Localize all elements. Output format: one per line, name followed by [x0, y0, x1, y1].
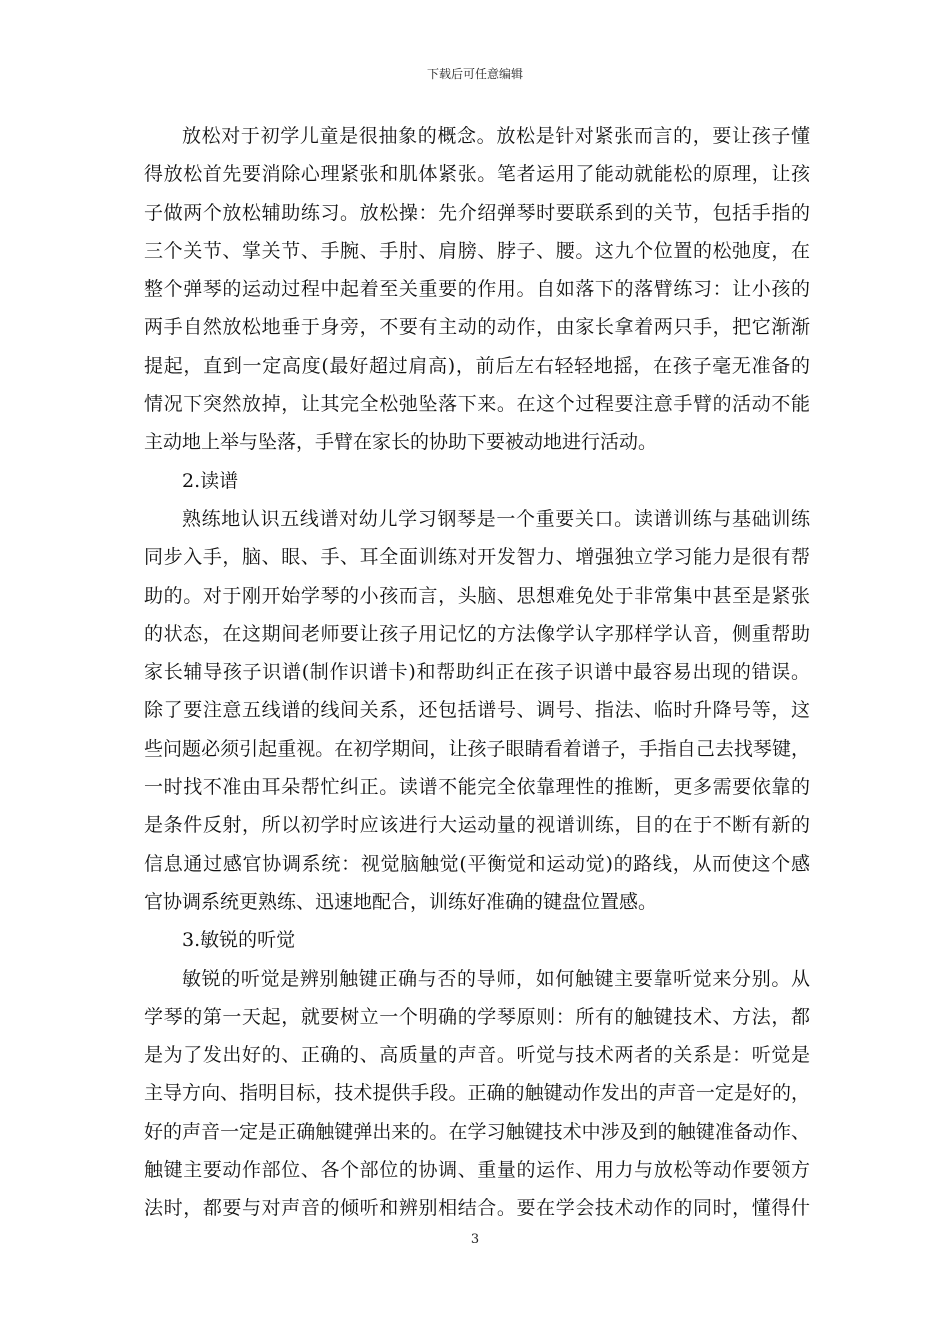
text-line: 主动地上举与坠落，手臂在家长的协助下要被动地进行活动。: [144, 431, 658, 454]
text-line: 一时找不准由耳朵帮忙纠正。读谱不能完全依靠理性的推断，更多需要依靠的: [144, 776, 810, 799]
text-line: 是为了发出好的、正确的、高质量的声音。听觉与技术两者的关系是：听觉是: [144, 1044, 810, 1067]
text-line: 的状态，在这期间老师要让孩子用记忆的方法像学认字那样学认音，侧重帮助: [144, 622, 810, 645]
text-line: 放松对于初学儿童是很抽象的概念。放松是针对紧张而言的，要让孩子懂: [182, 125, 810, 147]
text-line: 学琴的第一天起，就要树立一个明确的学琴原则：所有的触键技术、方法，都: [144, 1005, 810, 1028]
document-body: [144, 117, 810, 1228]
text-line: 官协调系统更熟练、迅速地配合，训练好准确的键盘位置感。: [144, 890, 658, 913]
page-number: 3: [470, 1232, 480, 1247]
text-line: 好的声音一定是正确触键弹出来的。在学习触键技术中涉及到的触键准备动作、: [144, 1120, 810, 1143]
text-line: 两手自然放松地垂于身旁，不要有主动的动作，由家长拿着两只手，把它渐渐: [144, 316, 810, 339]
text-line: 助的。对于刚开始学琴的小孩而言，头脑、思想难免处于非常集中甚至是紧张: [144, 584, 810, 607]
text-line: 三个关节、掌关节、手腕、手肘、肩膀、脖子、腰。这九个位置的松弛度，在: [144, 239, 810, 262]
text-line: 整个弹琴的运动过程中起着至关重要的作用。自如落下的落臂练习：让小孩的: [144, 278, 810, 301]
text-line: 家长辅导孩子识谱(制作识谱卡)和帮助纠正在孩子识谱中最容易出现的错误。: [144, 661, 810, 684]
section-heading-reading-scores: 2.读谱: [182, 469, 239, 492]
text-line: 情况下突然放掉，让其完全松弛坠落下来。在这个过程要注意手臂的活动不能: [144, 393, 810, 416]
text-line: 子做两个放松辅助练习。放松操：先介绍弹琴时要联系到的关节，包括手指的: [144, 201, 810, 224]
page-header-note: 下载后可任意编辑: [426, 67, 523, 81]
text-line: 同步入手，脑、眼、手、耳全面训练对开发智力、增强独立学习能力是很有帮: [144, 546, 810, 569]
text-line: 是条件反射，所以初学时应该进行大运动量的视谱训练，目的在于不断有新的: [144, 814, 810, 837]
text-line: 除了要注意五线谱的线间关系，还包括谱号、调号、指法、临时升降号等，这: [144, 699, 810, 722]
text-line: 法时，都要与对声音的倾听和辨别相结合。要在学会技术动作的同时，懂得什: [144, 1197, 810, 1220]
text-line: 信息通过感官协调系统：视觉脑触觉(平衡觉和运动觉)的路线，从而使这个感: [144, 852, 810, 875]
text-line: 熟练地认识五线谱对幼儿学习钢琴是一个重要关口。读谱训练与基础训练: [182, 507, 810, 530]
text-line: 敏锐的听觉是辨别触键正确与否的导师，如何触键主要靠听觉来分别。从: [182, 967, 810, 990]
text-line: 提起，直到一定高度(最好超过肩高)，前后左右轻轻地摇，在孩子毫无准备的: [144, 354, 810, 377]
text-line: 些问题必须引起重视。在初学期间，让孩子眼睛看着谱子，手指自己去找琴键，: [144, 737, 810, 760]
section-heading-keen-hearing: 3.敏锐的听觉: [182, 929, 296, 952]
text-line: 触键主要动作部位、各个部位的协调、重量的运作、用力与放松等动作要领方: [144, 1159, 810, 1182]
text-line: 主导方向、指明目标，技术提供手段。正确的触键动作发出的声音一定是好的，: [144, 1082, 810, 1105]
text-line: 得放松首先要消除心理紧张和肌体紧张。笔者运用了能动就能松的原理，让孩: [144, 163, 810, 186]
